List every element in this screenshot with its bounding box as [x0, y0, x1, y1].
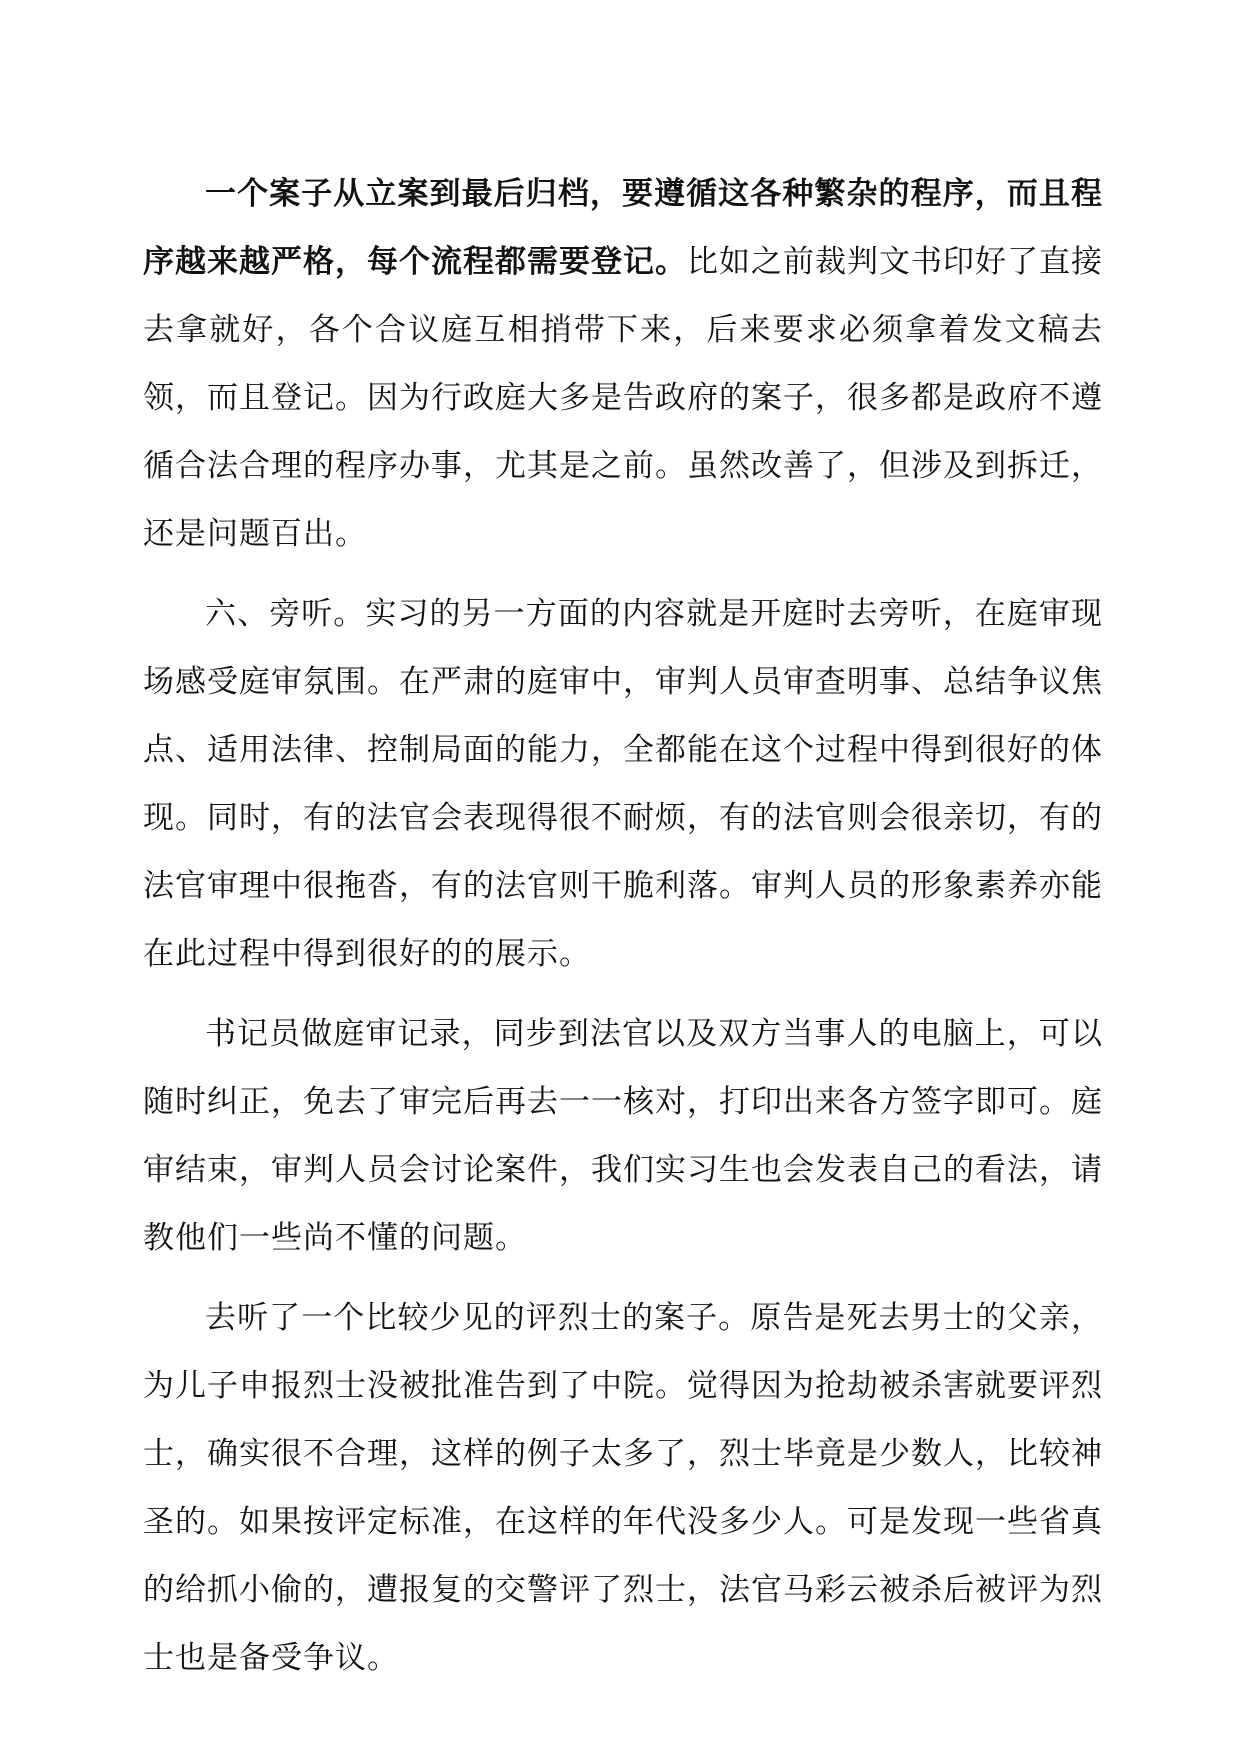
paragraph-2: 六、旁听。实习的另一方面的内容就是开庭时去旁听，在庭审现场感受庭审氛围。在严肃的庭审中，审判人员审查明事、总结争议焦点、适用法律、控制局面的能力，全都能在这个过程中得到很好的体现。同时，有的法官会表现得很不耐烦，有的法官则会很亲切，有的法官审理中很拖沓，有的法官则干脆利落。审判人员的形象素养亦能在此过程中得到很好的的展示。 — [143, 596, 1103, 972]
paragraph-4: 去听了一个比较少见的评烈士的案子。原告是死去男士的父亲，为儿子申报烈士没被批准告到了中院。觉得因为抢劫被杀害就要评烈士，确实很不合理，这样的例子太多了，烈士毕竟是少数人，比较神圣的。如果按评定标准，在这样的年代没多少人。可是发现一些省真的给抓小偷的，遭报复的交警评了烈士，法官马彩云被杀后被评为烈士也是备受争议。 — [143, 1300, 1103, 1676]
paragraph-1-bold-lead: 一个案子从立案到最后归档，要遵循这各种繁杂的程序，而且程序越来越严格，每个流程都需要登记。 — [143, 176, 1103, 280]
paragraph-3: 书记员做庭审记录，同步到法官以及双方当事人的电脑上，可以随时纠正，免去了审完后再去一一核对，打印出来各方签字即可。庭审结束，审判人员会讨论案件，我们实习生也会发表自己的看法，请教他们一些尚不懂的问题。 — [143, 1016, 1103, 1256]
paragraph-1-text: 比如之前裁判文书印好了直接去拿就好，各个合议庭互相捎带下来，后来要求必须拿着发文稿去领，而且登记。因为行政庭大多是告政府的案子，很多都是政府不遵循合法合理的程序办事，尤其是之前。虽然改善了，但涉及到拆迁，还是问题百出。 — [143, 244, 1103, 552]
paragraph-1 — [143, 160, 1103, 568]
document-body — [143, 160, 1103, 1704]
